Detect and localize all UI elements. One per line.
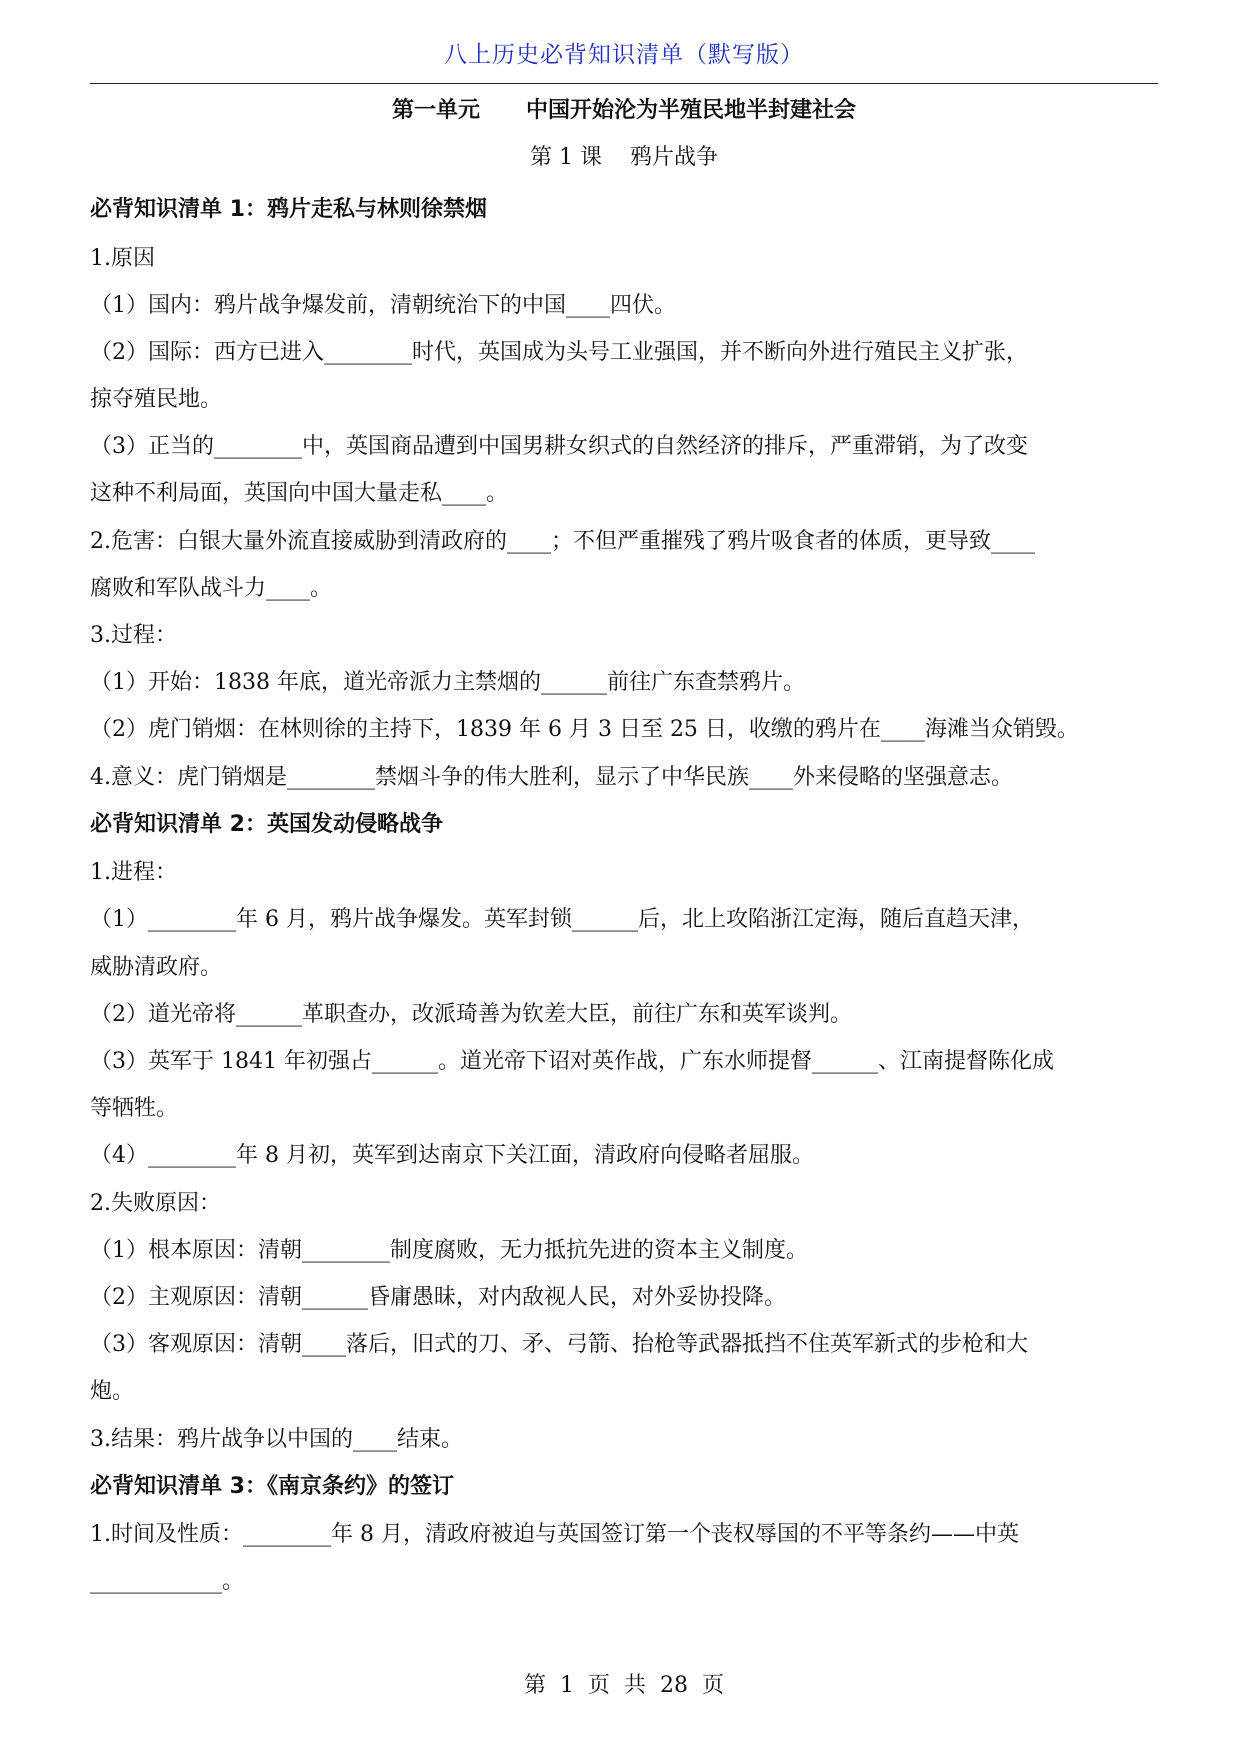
text-line: ____________。 [90, 1569, 245, 1595]
text-line: （1）开始：1838 年底，道光帝派力主禁烟的______前往广东查禁鸦片。 [90, 670, 805, 696]
text-line: （4）________年 8 月初，英军到达南京下关江面，清政府向侵略者屈服。 [90, 1143, 814, 1169]
text-line: 这种不利局面，英国向中国大量走私____。 [90, 481, 509, 507]
text-line: （2）国际：西方已进入________时代，英国成为头号工业强国，并不断向外进行殖民主义扩张， [90, 339, 1028, 365]
text-line: （3）英军于 1841 年初强占______。道光帝下诏对英作战，广东水师提督______、江南提督陈化成 [90, 1049, 1054, 1074]
unit-title: 第一单元 中国开始沦为半殖民地半封建社会 [392, 98, 856, 123]
text-line: 3.过程： [90, 623, 177, 648]
page-number: 第 1 页 共 28 页 [524, 1673, 724, 1698]
section-heading: 必背知识清单 1：鸦片走私与林则徐禁烟 [90, 197, 487, 222]
section-heading: 必背知识清单 3：《南京条约》的签订 [90, 1473, 454, 1499]
text-line: （1）根本原因：清朝________制度腐败，无力抵抗先进的资本主义制度。 [90, 1237, 808, 1263]
text-line: 1.进程： [90, 860, 177, 886]
text-line: （1）________年 6 月，鸦片战争爆发。英军封锁______后，北上攻陷浙江定海，随后直趋天津， [90, 907, 1034, 933]
text-line: 威胁清政府。 [90, 954, 223, 980]
text-line: （3）正当的________中，英国商品遭到中国男耕女织式的自然经济的排斥，严重滞销，为了改变 [90, 434, 1028, 460]
text-line: 1.时间及性质：________年 8 月，清政府被迫与英国签订第一个丧权辱国的不平等条约——中英 [90, 1522, 1019, 1548]
text-line: 2.失败原因： [90, 1190, 221, 1216]
text-line: 掠夺殖民地。 [90, 387, 223, 413]
text-line: 腐败和军队战斗力____。 [90, 575, 333, 601]
text-line: （1）国内：鸦片战争爆发前，清朝统治下的中国____四伏。 [90, 292, 676, 318]
text-line: 1.原因 [90, 245, 155, 271]
text-line: （2）虎门销烟：在林则徐的主持下，1839 年 6 月 3 日至 25 日，收缴的鸦片在____海滩当众销毁。 [90, 717, 1079, 743]
text-line: 2.危害：白银大量外流直接威胁到清政府的____；不但严重摧残了鸦片吸食者的体质，更导致____ [90, 528, 1035, 554]
text-line: （3）客观原因：清朝____落后，旧式的刀、矛、弓箭、抬枪等武器抵挡不住英军新式的步枪和大 [90, 1332, 1029, 1358]
text-line: 4.意义：虎门销烟是________禁烟斗争的伟大胜利，显示了中华民族____外来侵略的坚强意志。 [90, 764, 1013, 790]
section-heading: 必背知识清单 2：英国发动侵略战争 [90, 811, 443, 837]
document-header-title: 八上历史必背知识清单（默写版） [444, 42, 804, 68]
text-line: （2）主观原因：清朝______昏庸愚昧，对内敌视人民，对外妥协投降。 [90, 1284, 786, 1310]
text-line: 炮。 [90, 1379, 135, 1405]
document-body [90, 186, 1158, 1606]
text-line: 等牺牲。 [90, 1096, 179, 1122]
text-line: （2）道光帝将______革职查办，改派琦善为钦差大臣，前往广东和英军谈判。 [90, 1001, 852, 1027]
header-divider [90, 83, 1158, 84]
lesson-title: 第 1 课 鸦片战争 [530, 145, 718, 170]
text-line: 3.结果：鸦片战争以中国的____结束。 [90, 1426, 463, 1452]
